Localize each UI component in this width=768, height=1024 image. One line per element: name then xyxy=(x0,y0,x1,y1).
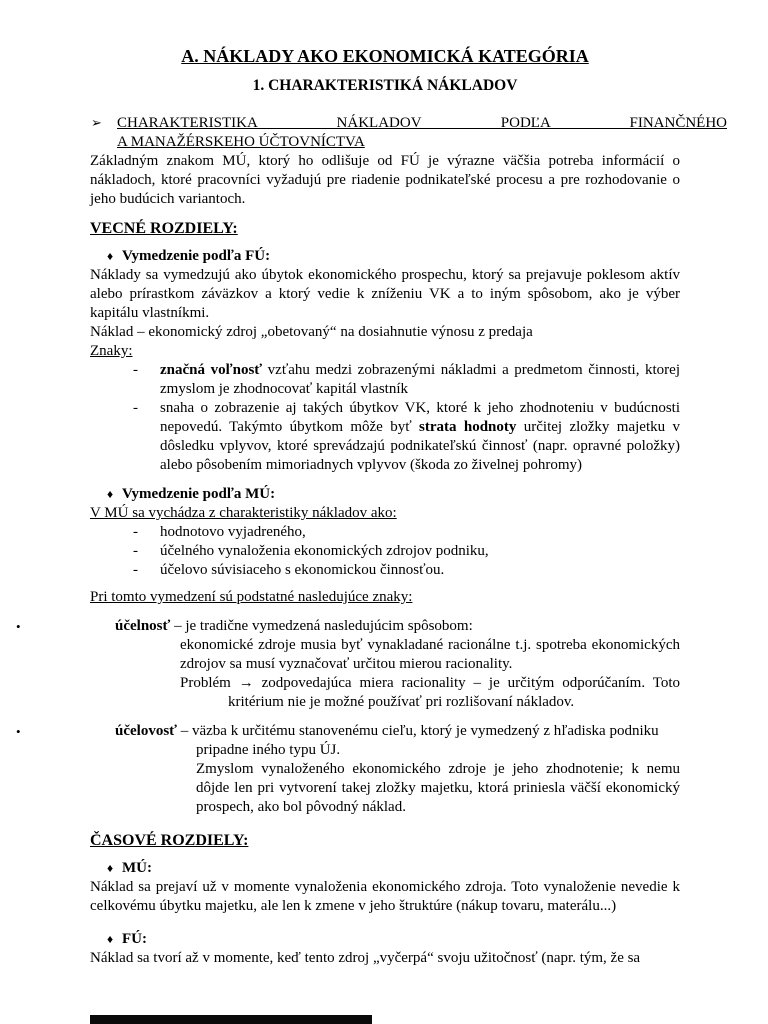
ucelnost-text: – je tradične vymedzená nasledujúcim spôsobom: xyxy=(170,618,473,634)
znak-item-2 xyxy=(90,399,680,475)
char-heading-line2: A MANAŽÉRSKEHO ÚČTOVNÍCTVA xyxy=(117,134,365,150)
page-title: A. NÁKLADY AKO EKONOMICKÁ KATEGÓRIA xyxy=(181,46,589,66)
znak-item-2-text1: snaha o zobrazenie aj takých úbytkov VK, ktoré k jeho zhodnoteniu v budúcnosti nepovedú. Takýmto úbytkom môže byť xyxy=(160,400,680,435)
highlighted-line-cutoff xyxy=(90,1015,372,1024)
znak-item-1 xyxy=(90,361,680,399)
section-heading-casove: ČASOVÉ ROZDIELY: xyxy=(90,832,249,849)
dash-icon: - xyxy=(133,562,138,578)
ucelnost-sub-paragraph-2: Problém → zodpovedajúca miera racionality – je určitým odporúčaním. Toto kritérium nie je možné používať pri rozlišovaní nákladov. xyxy=(180,675,680,710)
mu-intro-line: V MÚ sa vychádza z charakteristiky nákladov ako: xyxy=(90,505,397,521)
mu-outro-line: Pri tomto vymedzení sú podstatné nasledujúce znaky: xyxy=(90,589,413,605)
casove-fu-heading xyxy=(90,930,680,949)
mu-list-item-2: - účelného vynaloženia ekonomických zdrojov podniku, xyxy=(133,543,489,559)
mu-definition-heading xyxy=(90,485,680,504)
ucelovost-text: – väzba k určitému stanovenému cieľu, ktorý je vymedzený z hľadiska podniku pripadne iného typu ÚJ. xyxy=(176,723,659,758)
casove-mu-heading xyxy=(90,859,680,878)
diamond-icon: ♦ xyxy=(107,487,114,501)
ucelnost-bold: účelnosť xyxy=(115,618,171,634)
char-heading xyxy=(90,114,727,152)
char-heading-line1: CHARAKTERISTIKA NÁKLADOV PODĽA FINANČNÉHO xyxy=(117,115,727,131)
ucelovost-sub-paragraph: Zmyslom vynaloženého ekonomického zdroje je jeho zhodnotenie; k nemu dôjde len pri vytvorení takej zložky majetku, ktorá priniesla väčší ekonomický prospech, ako bol pôvodný náklad. xyxy=(196,761,680,815)
znaky-label: Znaky: xyxy=(90,343,133,359)
diamond-icon: ♦ xyxy=(107,861,114,875)
casove-fu-label: FÚ: xyxy=(122,931,147,947)
fu-paragraph-2: Náklad – ekonomický zdroj „obetovaný“ na dosiahnutie výnosu z predaja xyxy=(90,324,533,340)
ucelnost-sub-paragraph-1: ekonomické zdroje musia byť vynakladané racionálne t.j. spotreba ekonomických zdrojov sa musí vyznačovať určitou mierou racionality. xyxy=(180,637,680,672)
fu-paragraph-1: Náklady sa vymedzujú ako úbytok ekonomického prospechu, ktorý sa prejavuje poklesom aktív alebo prírastkom záväzkov a ktorý vedie k zníženiu VK a to iným spôsobom, ako je výber kapitálu vlastníkmi. xyxy=(90,267,680,321)
dash-icon: - xyxy=(133,524,138,540)
ucelovost-bold: účelovosť xyxy=(115,723,177,739)
page-subtitle: 1. CHARAKTERISTIKÁ NÁKLADOV xyxy=(252,77,518,94)
casove-mu-paragraph: Náklad sa prejaví už v momente vynaloženia ekonomického zdroja. Toto vynaloženie nevedie k celkovému úbytku majetku, ale len k zmene v jeho štruktúre (nákup tovaru, materálu...) xyxy=(90,879,680,914)
arrow-bullet-icon: ➢ xyxy=(91,116,102,131)
casove-fu-paragraph: Náklad sa tvorí až v momente, keď tento zdroj „vyčerpá“ svoju užitočnosť (napr. tým, že sa xyxy=(90,950,641,966)
znak-item-2-bold: strata hodnoty xyxy=(419,419,517,435)
znak-item-1-bold: značná voľnosť xyxy=(160,362,263,378)
mu-list-item-3: - účelovo súvisiaceho s ekonomickou činnosťou. xyxy=(133,562,445,578)
fu-definition-heading xyxy=(90,247,680,266)
dash-icon: - xyxy=(133,543,138,559)
mu-list-item-1: - hodnotovo vyjadreného, xyxy=(133,524,306,540)
fu-definition-label: Vymedzenie podľa FÚ: xyxy=(122,248,271,264)
diamond-icon: ♦ xyxy=(107,932,114,946)
znak-item-2-text2: určitej zložky majetku v dôsledku vplyvov, ktoré sprevádzajú podnikateľskú činnosť (napr. opravné položky) alebo pôsobením mimoriadnych vplyvov (škoda zo živelnej pohromy) xyxy=(160,419,680,473)
znak-item-1-text: vzťahu medzi zobrazenými nákladmi a predmetom činnosti, ktorej zmyslom je zhodnocovať kapitál vlastník xyxy=(160,362,680,397)
mu-definition-label: Vymedzenie podľa MÚ: xyxy=(122,486,276,502)
casove-mu-label: MÚ: xyxy=(122,860,152,876)
ucelnost-item: • účelnosť – je tradične vymedzená nasledujúcim spôsobom: xyxy=(16,618,473,634)
section-heading-vecne: VECNÉ ROZDIELY: xyxy=(90,220,238,237)
intro-paragraph: Základným znakom MÚ, ktorý ho odlišuje od FÚ je výrazne väčšia potreba informácií o nákladoch, ktoré pracovníci vyžadujú pre riadenie podnikateľské procesu a pre rozhodovanie o jeho budúcich variantoch. xyxy=(90,153,680,207)
ucelovost-item: • účelovosť – väzba k určitému stanovenému cieľu, ktorý je vymedzený z hľadiska podniku pripadne iného typu ÚJ. xyxy=(16,723,659,758)
dash-icon: - xyxy=(133,400,138,416)
dash-icon: - xyxy=(133,362,138,378)
diamond-icon: ♦ xyxy=(107,249,114,263)
